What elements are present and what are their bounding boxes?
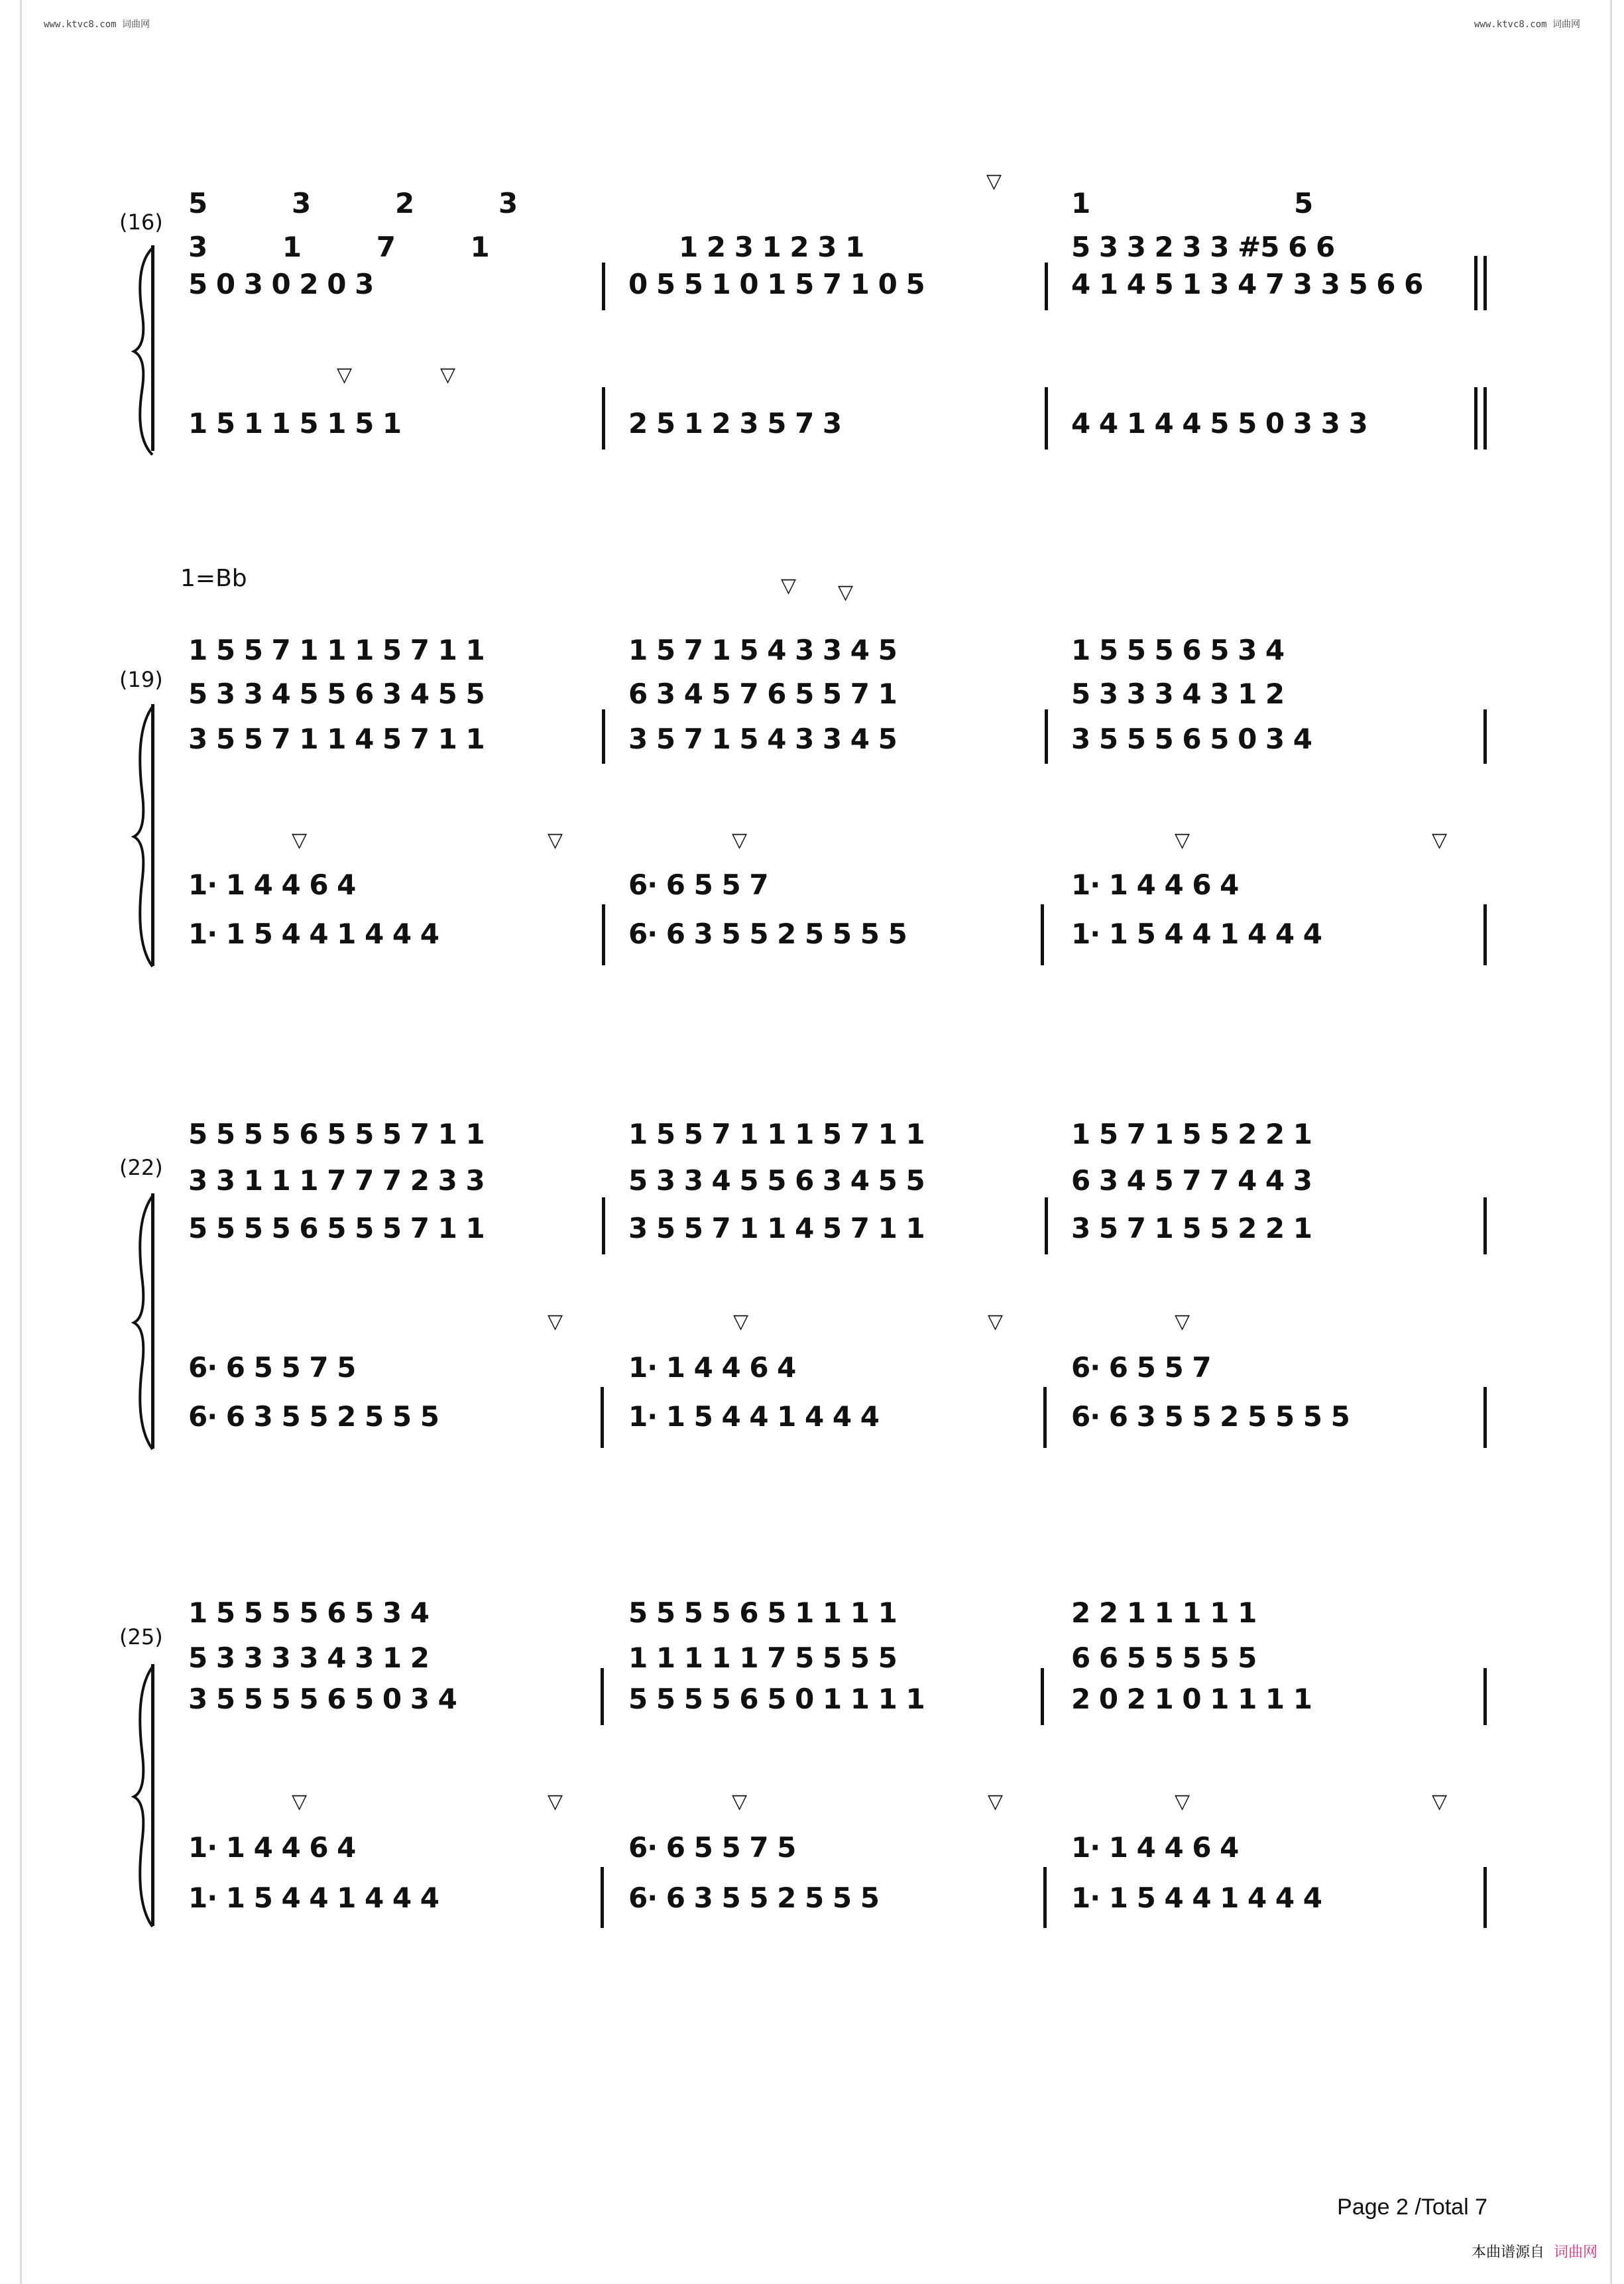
measure-barline xyxy=(1045,387,1048,450)
triangle-marker-icon: ▽ xyxy=(440,363,456,387)
notation-row xyxy=(188,231,1501,263)
notation-row xyxy=(188,1212,1501,1244)
measure-cell: 1· 1 5 4 4 1 4 4 4 xyxy=(188,1882,439,1914)
notation-row xyxy=(188,1831,1501,1863)
measure-cell: 5 3 3 3 3 4 3 1 2 xyxy=(188,1642,429,1674)
measure-cell: 3 5 5 5 6 5 0 3 4 xyxy=(1071,723,1312,755)
measure-cell: 1· 1 5 4 4 1 4 4 4 xyxy=(1071,1882,1322,1914)
measure-cell: 6· 6 5 5 7 xyxy=(1071,1351,1211,1384)
measure-barline xyxy=(1483,709,1487,764)
measure-barline xyxy=(1483,1197,1487,1254)
measure-cell: 1· 1 4 4 6 4 xyxy=(1071,1831,1239,1864)
measure-barline xyxy=(1045,263,1048,310)
notation-row xyxy=(188,187,1501,219)
measure-cell: 1 5 5 7 1 1 1 5 7 1 1 xyxy=(188,634,485,666)
triangle-marker-icon: ▽ xyxy=(337,363,353,387)
notation-row xyxy=(188,1164,1501,1196)
system-barline xyxy=(151,704,154,966)
measure-cell: 5 5 5 5 6 5 5 5 7 1 1 xyxy=(188,1118,485,1150)
triangle-marker-icon: ▽ xyxy=(988,1790,1004,1813)
notation-row xyxy=(188,1882,1501,1913)
measure-cell: 1 5 5 5 5 6 5 3 4 xyxy=(188,1596,429,1629)
measure-cell: 1 5 1 1 5 1 5 1 xyxy=(188,407,402,440)
measure-cell: 5 xyxy=(188,187,207,219)
measure-cell: 1· 1 4 4 6 4 xyxy=(188,1831,356,1864)
measure-cell: 6· 6 3 5 5 2 5 5 5 5 xyxy=(1071,1400,1350,1433)
measure-cell: 5 5 5 5 6 5 5 5 7 1 1 xyxy=(188,1212,485,1244)
notation-row xyxy=(188,1351,1501,1383)
measure-barline xyxy=(1483,1387,1487,1448)
measure-barline xyxy=(1043,1387,1047,1448)
notation-row xyxy=(188,869,1501,900)
triangle-marker-icon: ▽ xyxy=(1432,829,1448,852)
notation-row xyxy=(188,1118,1501,1150)
measure-barline xyxy=(1041,1668,1044,1725)
measure-cell: 3 5 7 1 5 4 3 3 4 5 xyxy=(628,723,897,755)
measure-cell: 6 3 4 5 7 6 5 5 7 1 xyxy=(628,678,897,710)
notation-row xyxy=(188,678,1501,709)
measure-cell: 1 5 7 1 5 5 2 2 1 xyxy=(1071,1118,1312,1150)
measure-cell: 1 2 3 1 2 3 1 xyxy=(679,231,864,263)
measure-cell: 1· 1 4 4 6 4 xyxy=(1071,869,1239,901)
triangle-marker-icon: ▽ xyxy=(1175,829,1190,852)
measure-barline xyxy=(602,1197,605,1254)
measure-cell: 4 1 4 5 1 3 4 7 3 3 5 6 6 xyxy=(1071,268,1423,300)
triangle-marker-icon: ▽ xyxy=(986,170,1002,193)
measure-cell: 4 4 1 4 4 5 5 0 3 3 3 xyxy=(1071,407,1367,440)
measure-barline xyxy=(1483,1668,1487,1725)
measure-cell: 3 5 5 7 1 1 4 5 7 1 1 xyxy=(188,723,485,755)
triangle-marker-icon: ▽ xyxy=(548,1790,563,1813)
measure-cell: 6· 6 3 5 5 2 5 5 5 xyxy=(188,1400,439,1433)
system-barline xyxy=(151,1664,154,1926)
notation-row xyxy=(188,1683,1501,1714)
measure-cell: 3 xyxy=(498,187,518,219)
notation-row xyxy=(188,1642,1501,1673)
measure-cell: 6· 6 5 5 7 5 xyxy=(628,1831,796,1864)
measure-cell: 1 5 7 1 5 4 3 3 4 5 xyxy=(628,634,897,666)
measure-cell: 2 0 2 1 0 1 1 1 1 xyxy=(1071,1683,1312,1715)
measure-barline xyxy=(602,263,605,310)
measure-cell: 6· 6 3 5 5 2 5 5 5 5 xyxy=(628,918,907,950)
measure-cell: 3 3 1 1 1 7 7 7 2 3 3 xyxy=(188,1164,485,1197)
measure-cell: 5 xyxy=(1294,187,1313,219)
measure-barline xyxy=(1045,1197,1048,1254)
triangle-marker-icon: ▽ xyxy=(1175,1310,1190,1333)
notation-row xyxy=(188,634,1501,666)
measure-cell: 1 1 1 1 1 7 5 5 5 5 xyxy=(628,1642,897,1674)
measure-cell: 5 0 3 0 2 0 3 xyxy=(188,268,374,300)
measure-barline xyxy=(1045,709,1048,764)
measure-barline xyxy=(601,1867,604,1928)
source-credit xyxy=(1472,2241,1597,2261)
measure-barline xyxy=(1483,1867,1487,1928)
measure-barline xyxy=(1483,387,1487,450)
measure-cell: 5 3 3 4 5 5 6 3 4 5 5 xyxy=(628,1164,925,1197)
measure-cell: 2 2 1 1 1 1 1 xyxy=(1071,1596,1257,1629)
measure-cell: 1· 1 4 4 6 4 xyxy=(628,1351,796,1384)
triangle-marker-icon: ▽ xyxy=(838,581,854,604)
measure-cell: 6 6 5 5 5 5 5 xyxy=(1071,1642,1257,1674)
triangle-marker-icon: ▽ xyxy=(732,829,748,852)
measure-cell: 2 xyxy=(395,187,414,219)
measure-cell: 1· 1 5 4 4 1 4 4 4 xyxy=(188,918,439,950)
measure-cell: 1· 1 4 4 6 4 xyxy=(188,869,356,901)
source-label: 本曲谱源自 xyxy=(1471,2244,1544,2261)
measure-cell: 6 3 4 5 7 7 4 4 3 xyxy=(1071,1164,1312,1197)
measure-cell: 0 5 5 1 0 1 5 7 1 0 5 xyxy=(628,268,925,300)
measure-barline xyxy=(1483,256,1487,310)
measure-barline xyxy=(601,1668,604,1725)
measure-cell: 1· 1 5 4 4 1 4 4 4 xyxy=(628,1400,879,1433)
notation-row xyxy=(188,268,1501,300)
system-label: (19) xyxy=(119,667,163,692)
system-label: (22) xyxy=(119,1155,163,1180)
brand-link[interactable]: 词曲网 xyxy=(1553,2244,1597,2261)
triangle-marker-icon: ▽ xyxy=(548,829,563,852)
measure-barline xyxy=(1043,1867,1047,1928)
measure-cell: 3 5 5 7 1 1 4 5 7 1 1 xyxy=(628,1212,925,1244)
header-left: www.ktvc8.com 词曲网 xyxy=(44,19,150,30)
measure-cell: 3 xyxy=(292,187,311,219)
measure-cell: 6· 6 5 5 7 5 xyxy=(188,1351,356,1384)
measure-cell: 6· 6 3 5 5 2 5 5 5 xyxy=(628,1882,879,1914)
triangle-marker-icon: ▽ xyxy=(1432,1790,1448,1813)
notation-row xyxy=(188,1596,1501,1628)
measure-cell: 5 3 3 3 4 3 1 2 xyxy=(1071,678,1285,710)
measure-cell: 1 5 5 7 1 1 1 5 7 1 1 xyxy=(628,1118,925,1150)
measure-barline xyxy=(602,387,605,450)
triangle-marker-icon: ▽ xyxy=(988,1310,1004,1333)
measure-cell: 3 5 7 1 5 5 2 2 1 xyxy=(1071,1212,1312,1244)
measure-barline xyxy=(602,709,605,764)
measure-cell: 5 3 3 2 3 3 #5 6 6 xyxy=(1071,231,1335,263)
measure-barline xyxy=(1474,256,1478,310)
triangle-marker-icon: ▽ xyxy=(292,1790,308,1813)
measure-cell: 5 3 3 4 5 5 6 3 4 5 5 xyxy=(188,678,485,710)
measure-cell: 2 5 1 2 3 5 7 3 xyxy=(628,407,842,440)
triangle-marker-icon: ▽ xyxy=(781,574,797,597)
measure-barline xyxy=(601,1387,604,1448)
notation-row xyxy=(188,407,1501,439)
measure-cell: 1 5 5 5 6 5 3 4 xyxy=(1071,634,1285,666)
key-signature: 1=Bb xyxy=(180,565,247,592)
triangle-marker-icon: ▽ xyxy=(1175,1790,1190,1813)
header-right: www.ktvc8.com 词曲网 xyxy=(1474,19,1580,30)
triangle-marker-icon: ▽ xyxy=(733,1310,749,1333)
triangle-marker-icon: ▽ xyxy=(292,829,308,852)
measure-cell: 3 5 5 5 5 6 5 0 3 4 xyxy=(188,1683,457,1715)
measure-cell: 5 5 5 5 6 5 0 1 1 1 1 xyxy=(628,1683,925,1715)
triangle-marker-icon: ▽ xyxy=(548,1310,563,1333)
measure-barline xyxy=(602,904,605,965)
measure-barline xyxy=(1041,904,1044,965)
system-barline xyxy=(151,245,154,451)
system-label: (25) xyxy=(119,1624,163,1650)
system-label: (16) xyxy=(119,210,163,235)
notation-row xyxy=(188,723,1501,754)
measure-cell: 3 1 7 1 xyxy=(188,231,489,263)
measure-cell: 1· 1 5 4 4 1 4 4 4 xyxy=(1071,918,1322,950)
measure-barline xyxy=(1474,387,1478,450)
notation-row xyxy=(188,1400,1501,1432)
measure-barline xyxy=(1483,904,1487,965)
measure-cell: 1 xyxy=(1071,187,1090,219)
measure-cell: 6· 6 5 5 7 xyxy=(628,869,768,901)
notation-row xyxy=(188,918,1501,949)
triangle-marker-icon: ▽ xyxy=(732,1790,748,1813)
system-barline xyxy=(151,1193,154,1449)
measure-cell: 5 5 5 5 6 5 1 1 1 1 xyxy=(628,1596,897,1629)
page-indicator: Page 2 /Total 7 xyxy=(1337,2194,1487,2220)
